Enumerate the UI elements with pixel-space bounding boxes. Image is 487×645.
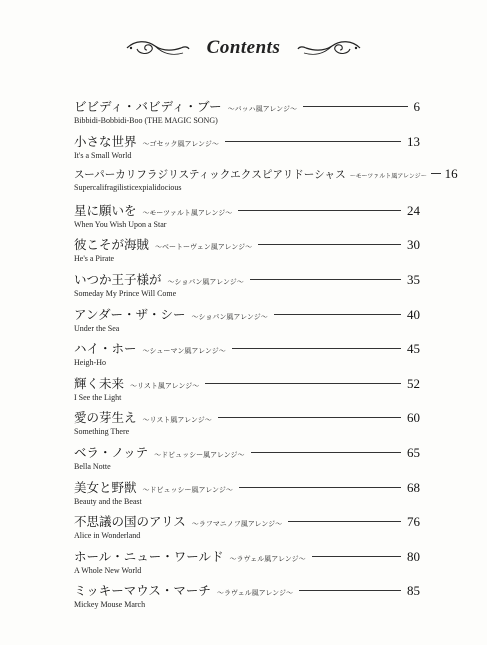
toc-entry[interactable] (74, 97, 420, 132)
toc-arrangement-note: ～ベートーヴェン風アレンジ～ (155, 243, 253, 252)
toc-leader-line (250, 279, 401, 280)
toc-english-title: I See the Light (74, 392, 122, 402)
toc-leader-line (303, 106, 407, 107)
right-flourish-ornament (294, 36, 362, 60)
toc-leader-line (312, 556, 401, 557)
toc-entry[interactable] (74, 408, 420, 443)
toc-leader-line (258, 244, 401, 245)
toc-leader-line (218, 417, 401, 418)
toc-english-title: He's a Pirate (74, 254, 115, 264)
toc-japanese-title: 彼こそが海賊 (74, 237, 150, 253)
toc-english-title: Under the Sea (74, 323, 120, 333)
toc-page-number: 52 (407, 375, 420, 391)
toc-arrangement-note: ～ラフマニノフ風アレンジ～ (191, 520, 283, 529)
toc-japanese-title: 輝く未来 (74, 375, 125, 391)
toc-arrangement-note: ～シューマン風アレンジ～ (142, 347, 226, 356)
toc-japanese-title: ホール・ニュー・ワールド (74, 548, 224, 564)
toc-arrangement-note: ～ラヴェル風アレンジ～ (229, 554, 306, 563)
toc-entry[interactable] (74, 547, 420, 582)
toc-japanese-title: 美女と野獣 (74, 479, 137, 495)
toc-english-title: It's a Small World (74, 150, 132, 160)
toc-japanese-title: 星に願いを (74, 202, 137, 218)
toc-page-number: 68 (407, 479, 420, 495)
toc-arrangement-note: ～ショパン風アレンジ～ (191, 312, 268, 321)
toc-page-number: 6 (413, 99, 420, 114)
toc-arrangement-note: ～ドビュッシー風アレンジ～ (142, 485, 233, 494)
toc-english-title: Bella Notte (74, 461, 111, 471)
toc-page-number: 65 (407, 444, 420, 460)
toc-arrangement-note: ～バッハ風アレンジ～ (227, 105, 298, 113)
toc-english-title: Alice in Wonderland (74, 531, 141, 541)
toc-english-title: Someday My Prince Will Come (74, 288, 177, 298)
toc-arrangement-note: ～モーツァルト風アレンジ～ (349, 173, 427, 181)
toc-entry[interactable] (74, 443, 420, 478)
toc-japanese-title: ハイ・ホー (74, 341, 137, 357)
toc-english-title: Heigh-Ho (74, 358, 106, 368)
toc-entry[interactable] (74, 132, 420, 167)
toc-leader-line (299, 590, 401, 591)
toc-leader-line (205, 383, 401, 384)
toc-english-title: Beauty and the Beast (74, 496, 142, 506)
toc-entry[interactable] (74, 581, 420, 616)
toc-english-title: Something There (74, 427, 130, 437)
toc-page-number: 45 (407, 341, 420, 357)
toc-arrangement-note: ～ラヴェル風アレンジ～ (216, 589, 293, 598)
toc-leader-line (232, 348, 401, 349)
toc-english-title: When You Wish Upon a Star (74, 219, 167, 229)
toc-japanese-title: 愛の芽生え (74, 410, 137, 426)
toc-leader-line (274, 314, 401, 315)
left-flourish-ornament (125, 36, 193, 60)
toc-arrangement-note: ～ゴセック風アレンジ～ (142, 139, 219, 148)
toc-leader-line (239, 487, 401, 488)
toc-english-title: Supercalifragilisticexpialidocious (74, 183, 182, 193)
toc-page-number: 35 (407, 271, 420, 287)
page-title: Contents (206, 37, 281, 58)
toc-arrangement-note: ～モーツァルト風アレンジ～ (142, 208, 233, 217)
toc-entry[interactable] (74, 270, 420, 305)
toc-page-number: 24 (407, 202, 420, 218)
toc-entry[interactable] (74, 374, 420, 409)
toc-english-title: A Whole New World (74, 565, 142, 575)
toc-entry[interactable] (74, 478, 420, 513)
toc-page-number: 85 (407, 583, 420, 599)
toc-entry[interactable] (74, 512, 420, 547)
toc-leader-line (238, 210, 401, 211)
toc-japanese-title: 小さな世界 (74, 133, 137, 149)
toc-entry[interactable] (74, 339, 420, 374)
toc-page-number: 16 (444, 166, 458, 182)
toc-entry[interactable] (74, 201, 420, 236)
toc-page-number: 13 (407, 133, 420, 149)
table-of-contents (74, 97, 458, 616)
toc-english-title: Bibbidi-Bobbidi-Boo (THE MAGIC SONG) (74, 116, 218, 125)
toc-arrangement-note: ～リスト風アレンジ～ (142, 416, 212, 425)
toc-arrangement-note: ～ショパン風アレンジ～ (167, 277, 244, 286)
toc-page-number: 30 (407, 237, 420, 253)
toc-entry[interactable] (74, 235, 420, 270)
toc-japanese-title: スーパーカリフラジリスティックエクスピアリドーシャス (74, 169, 346, 182)
toc-english-title: Mickey Mouse March (74, 600, 146, 610)
toc-page-number: 80 (407, 548, 420, 564)
toc-japanese-title: アンダー・ザ・シー (74, 306, 186, 322)
toc-leader-line (251, 452, 401, 453)
toc-japanese-title: ビビディ・バビディ・ブー (74, 99, 222, 114)
toc-leader-line (288, 521, 401, 522)
toc-entry[interactable] (74, 305, 420, 340)
toc-japanese-title: いつか王子様が (74, 271, 162, 287)
toc-page-number: 40 (407, 306, 420, 322)
contents-header (0, 30, 487, 66)
toc-japanese-title: ミッキーマウス・マーチ (74, 583, 211, 599)
toc-japanese-title: 不思議の国のアリス (74, 514, 186, 530)
toc-page-number: 76 (407, 514, 420, 530)
toc-arrangement-note: ～ドビュッシー風アレンジ～ (154, 450, 245, 459)
toc-leader-line (431, 173, 441, 174)
toc-japanese-title: ベラ・ノッテ (74, 444, 149, 460)
toc-page-number: 60 (407, 410, 420, 426)
toc-leader-line (225, 141, 401, 142)
toc-entry[interactable] (74, 166, 458, 201)
toc-arrangement-note: ～リスト風アレンジ～ (130, 381, 200, 390)
